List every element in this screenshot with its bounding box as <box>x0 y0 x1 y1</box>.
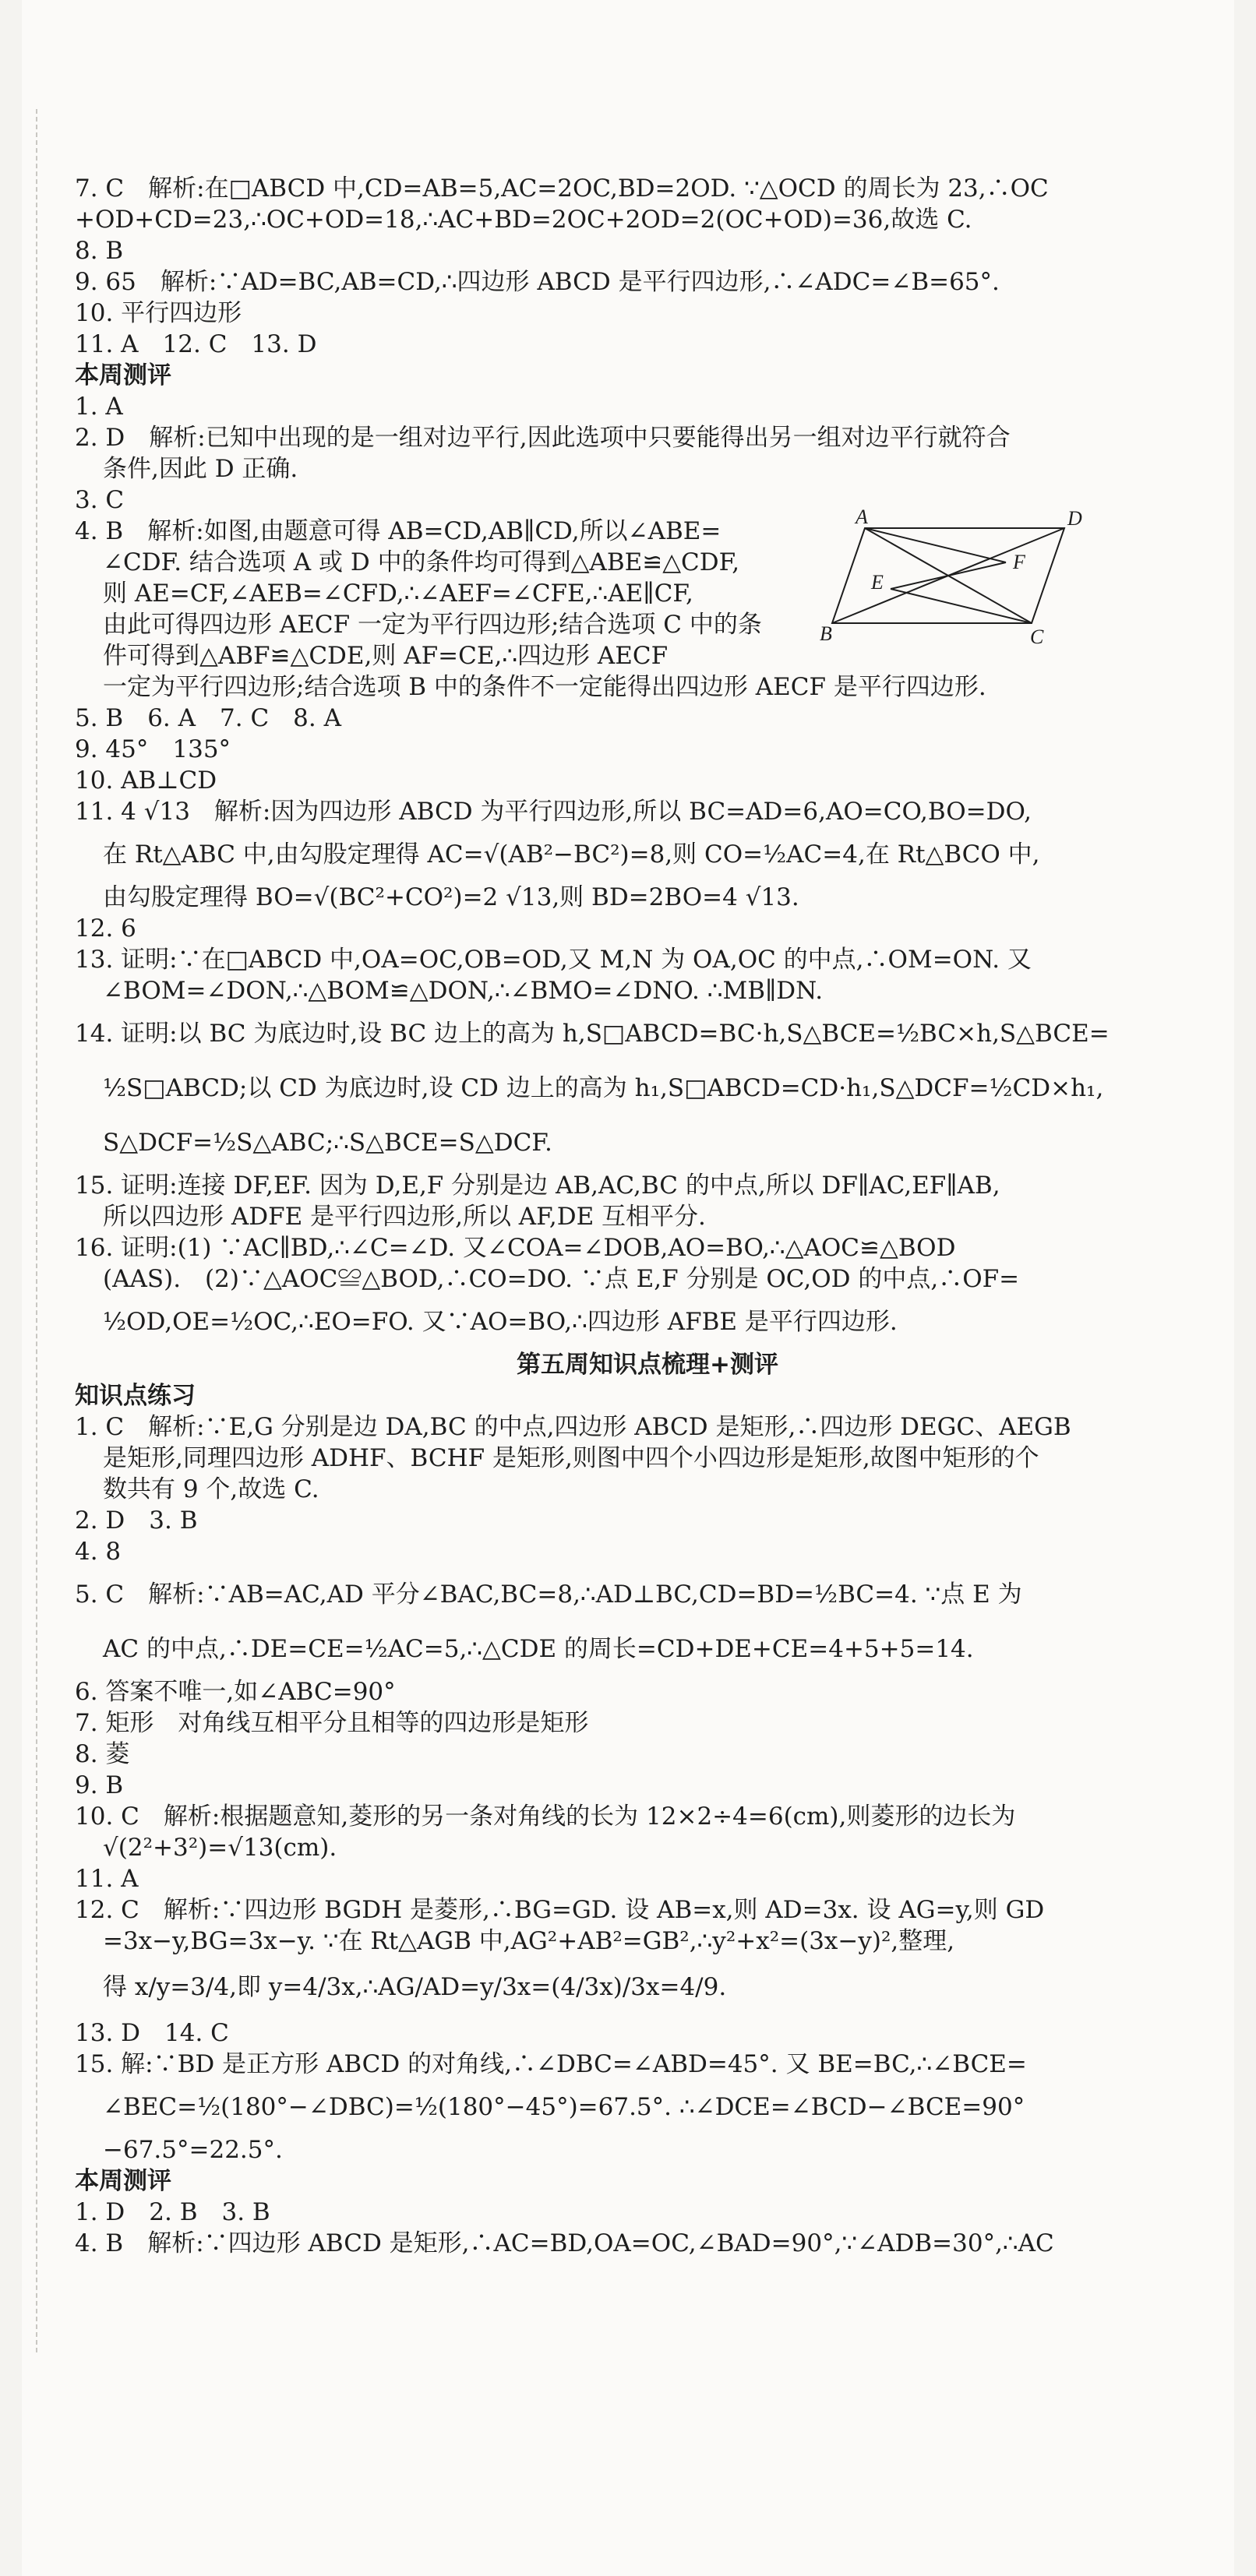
text-line: 10. AB⊥CD <box>75 766 217 795</box>
text-line: 2. D 解析:已知中出现的是一组对边平行,因此选项中只要能得出另一组对边平行就符合 <box>75 424 1011 452</box>
binding-margin-line <box>36 109 37 2352</box>
section-heading: 知识点练习 <box>75 1382 196 1410</box>
text-line: 15. 证明:连接 DF,EF. 因为 D,E,F 分别是边 AB,AC,BC 的中点,所以 DF∥AC,EF∥AB, <box>75 1172 1000 1200</box>
text-line: 件可得到△ABF≌△CDE,则 AF=CE,∴四边形 AECF <box>103 642 669 670</box>
text-line: S△DCF=½S△ABC;∴S△BCE=S△DCF. <box>103 1129 552 1157</box>
text-line: (AAS). (2)∵△AOC≌△BOD,∴CO=DO. ∵点 E,F 分别是 OC,OD 的中点,∴OF= <box>103 1265 1020 1293</box>
text-line: −67.5°=22.5°. <box>103 2136 283 2164</box>
text-line: 4. 8 <box>75 1538 122 1566</box>
text-line: 11. 4 √13 解析:因为四边形 ABCD 为平行四边形,所以 BC=AD=6,AO=CO,BO=DO, <box>75 798 1032 826</box>
text-line: 8. 菱 <box>75 1740 130 1768</box>
text-line: 所以四边形 ADFE 是平行四边形,所以 AF,DE 互相平分. <box>103 1203 706 1231</box>
text-line: 13. 证明:∵在□ABCD 中,OA=OC,OB=OD,又 M,N 为 OA,OC 的中点,∴OM=ON. 又 <box>75 946 1032 974</box>
text-line: 15. 解:∵BD 是正方形 ABCD 的对角线,∴∠DBC=∠ABD=45°. 又 BE=BC,∴∠BCE= <box>75 2050 1027 2078</box>
text-line: 1. D 2. B 3. B <box>75 2198 270 2226</box>
text-line: 则 AE=CF,∠AEB=∠CFD,∴∠AEF=∠CFE,∴AE∥CF, <box>103 580 693 608</box>
text-line: AC 的中点,∴DE=CE=½AC=5,∴△CDE 的周长=CD+DE+CE=4+5+5=14. <box>103 1635 974 1663</box>
text-line: 在 Rt△ABC 中,由勾股定理得 AC=√(AB²−BC²)=8,则 CO=½AC=4,在 Rt△BCO 中, <box>103 840 1040 869</box>
text-line: ∠CDF. 结合选项 A 或 D 中的条件均可得到△ABE≌△CDF, <box>103 548 740 576</box>
answer-page <box>22 0 1234 2576</box>
text-line: 一定为平行四边形;结合选项 B 中的条件不一定能得出四边形 AECF 是平行四边形. <box>103 673 986 701</box>
text-line: 2. D 3. B <box>75 1506 198 1535</box>
text-line: ½OD,OE=½OC,∴EO=FO. 又∵AO=BO,∴四边形 AFBE 是平行四边形. <box>103 1308 898 1336</box>
figure-label-d: D <box>1067 507 1082 530</box>
text-line: 4. B 解析:∵四边形 ABCD 是矩形,∴AC=BD,OA=OC,∠BAD=90°,∵∠ADB=30°,∴AC <box>75 2229 1054 2257</box>
text-line: 9. 45° 135° <box>75 735 231 763</box>
text-line: 10. 平行四边形 <box>75 299 242 327</box>
text-line: 由此可得四边形 AECF 一定为平行四边形;结合选项 C 中的条 <box>103 611 762 639</box>
text-line: 7. 矩形 对角线互相平分且相等的四边形是矩形 <box>75 1709 589 1737</box>
text-line: 数共有 9 个,故选 C. <box>103 1475 319 1503</box>
text-line: 13. D 14. C <box>75 2019 229 2047</box>
text-line: 12. 6 <box>75 914 136 943</box>
text-line: ½S□ABCD;以 CD 为底边时,设 CD 边上的高为 h₁,S□ABCD=CD·h₁,S△DCF=½CD×h₁, <box>103 1074 1104 1102</box>
text-line: 16. 证明:(1) ∵AC∥BD,∴∠C=∠D. 又∠COA=∠DOB,AO=BO,∴△AOC≌△BOD <box>75 1234 956 1262</box>
text-line: +OD+CD=23,∴OC+OD=18,∴AC+BD=2OC+2OD=2(OC+OD)=36,故选 C. <box>75 206 972 234</box>
text-line: 11. A <box>75 1865 139 1893</box>
text-line: 3. C <box>75 486 125 514</box>
text-line: ∠BEC=½(180°−∠DBC)=½(180°−45°)=67.5°. ∴∠DCE=∠BCD−∠BCE=90° <box>103 2093 1025 2121</box>
figure-label-e: E <box>871 571 884 594</box>
text-line: 条件,因此 D 正确. <box>103 455 298 483</box>
figure-label-f: F <box>1013 551 1025 573</box>
text-line: 得 x/y=3/4,即 y=4/3x,∴AG/AD=y/3x=(4/3x)/3x=4/9. <box>103 1973 727 2001</box>
text-line: 7. C 解析:在□ABCD 中,CD=AB=5,AC=2OC,BD=2OD. ∵△OCD 的周长为 23,∴OC <box>75 174 1049 203</box>
figure-label-a: A <box>856 506 868 528</box>
figure-label-c: C <box>1030 625 1044 648</box>
text-line: 9. B <box>75 1771 124 1799</box>
text-line: 6. 答案不唯一,如∠ABC=90° <box>75 1678 396 1706</box>
text-line: ∠BOM=∠DON,∴△BOM≌△DON,∴∠BMO=∠DNO. ∴MB∥DN. <box>103 977 824 1005</box>
text-line: √(2²+3²)=√13(cm). <box>103 1834 337 1862</box>
text-line: =3x−y,BG=3x−y. ∵在 Rt△AGB 中,AG²+AB²=GB²,∴y²+x²=(3x−y)²,整理, <box>103 1927 955 1955</box>
text-line: 10. C 解析:根据题意知,菱形的另一条对角线的长为 12×2÷4=6(cm),则菱形的边长为 <box>75 1802 1016 1831</box>
text-line: 是矩形,同理四边形 ADHF、BCHF 是矩形,则图中四个小四边形是矩形,故图中矩形的个 <box>103 1444 1039 1472</box>
answer-text <box>75 173 1220 2259</box>
text-line: 1. C 解析:∵E,G 分别是边 DA,BC 的中点,四边形 ABCD 是矩形,∴四边形 DEGC、AEGB <box>75 1413 1071 1441</box>
text-line: 由勾股定理得 BO=√(BC²+CO²)=2 √13,则 BD=2BO=4 √13. <box>103 883 799 911</box>
text-line: 4. B 解析:如图,由题意可得 AB=CD,AB∥CD,所以∠ABE= <box>75 517 721 545</box>
week-title: 第五周知识点梳理+测评 <box>517 1351 778 1379</box>
text-line: 11. A 12. C 13. D <box>75 330 317 358</box>
text-line: 5. B 6. A 7. C 8. A <box>75 704 341 732</box>
text-line: 12. C 解析:∵四边形 BGDH 是菱形,∴BG=GD. 设 AB=x,则 AD=3x. 设 AG=y,则 GD <box>75 1896 1045 1924</box>
text-line: 8. B <box>75 237 124 265</box>
text-line: 5. C 解析:∵AB=AC,AD 平分∠BAC,BC=8,∴AD⊥BC,CD=BD=½BC=4. ∵点 E 为 <box>75 1580 1022 1609</box>
section-heading: 本周测评 <box>75 2167 171 2195</box>
text-line: 14. 证明:以 BC 为底边时,设 BC 边上的高为 h,S□ABCD=BC·h,S△BCE=½BC×h,S△BCE= <box>75 1020 1110 1048</box>
section-heading: 本周测评 <box>75 361 171 389</box>
text-line: 9. 65 解析:∵AD=BC,AB=CD,∴四边形 ABCD 是平行四边形,∴∠ADC=∠B=65°. <box>75 268 1000 296</box>
text-line: 1. A <box>75 393 123 421</box>
figure-label-b: B <box>820 622 832 645</box>
